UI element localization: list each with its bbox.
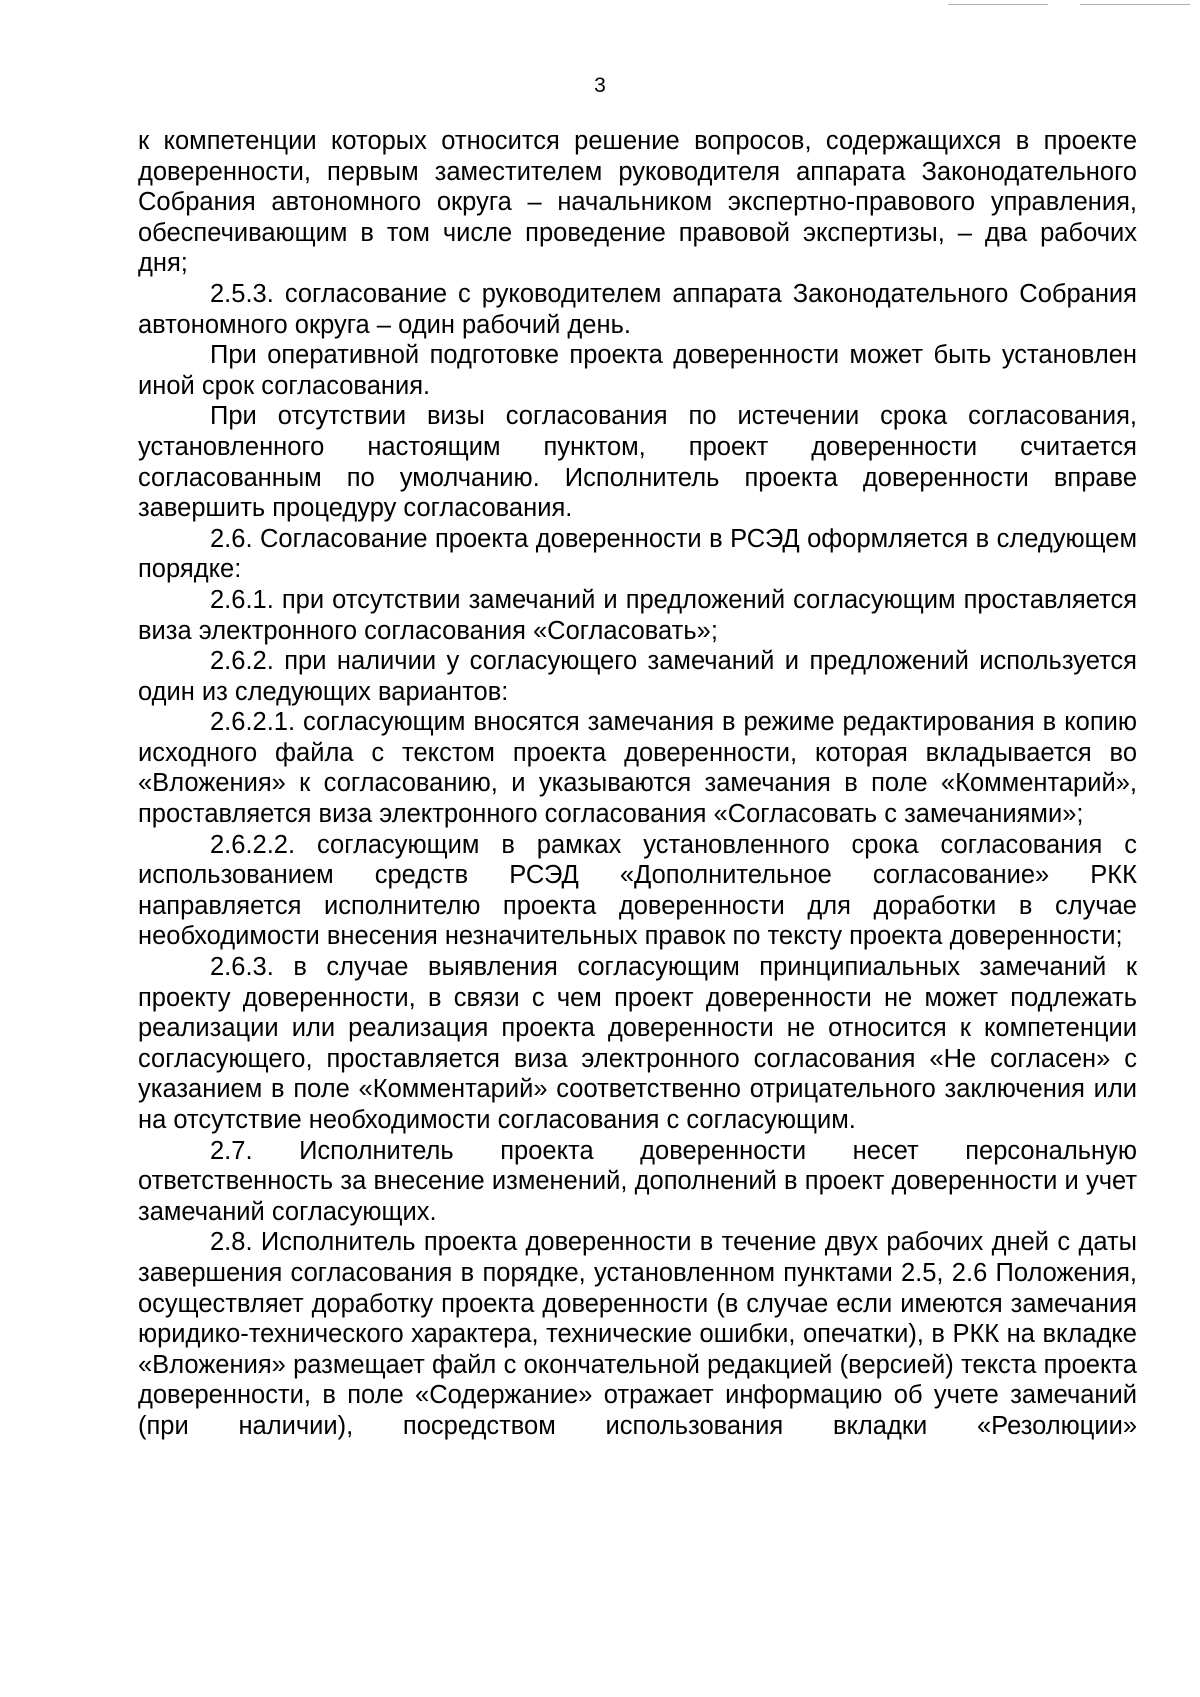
paragraph-2-7: 2.7. Исполнитель проекта доверенности несет персональную ответственность за внесение изменений, дополнений в проект доверенности и учет замечаний согласующих. [138,1136,1137,1226]
paragraph-2-6-3: 2.6.3. в случае выявления согласующим принципиальных замечаний к проекту доверенности, в связи с чем проект доверенности не может подлежать реализации или реализация проекта доверенности не относится к компетенции согласующего, проставляется виза электронного согласования «Не согласен» с указанием в поле «Комментарий» соответственно отрицательного заключения или на отсутствие необходимости согласования с согласующим. [138,953,1137,1134]
paragraph-2-6: 2.6. Согласование проекта доверенности в РСЭД оформляется в следующем порядке: [138,524,1137,584]
paragraph-2-8: 2.8. Исполнитель проекта доверенности в течение двух рабочих дней с даты завершения согласования в порядке, установленном пунктами 2.5, 2.6 Положения, осуществляет доработку проекта доверенности (в случае если имеются замечания юридико-технического характера, технические ошибки, опечатки), в РКК на вкладке «Вложения» размещает файл с окончательной редакцией (версией) текста проекта доверенности, в поле «Содержание» отражает информацию об учете замечаний (при наличии), посредством использования вкладки «Резолюции» [138,1228,1137,1440]
scan-edge-mark [948,4,1048,5]
page-number: 3 [594,74,606,97]
scan-edge-mark [1080,4,1190,5]
paragraph-2-6-2: 2.6.2. при наличии у согласующего замечаний и предложений используется один из следующих вариантов: [138,647,1137,706]
paragraph-2-5-3: 2.5.3. согласование с руководителем аппарата Законодательного Собрания автономного округа – один рабочий день. [138,279,1137,339]
paragraph-2-6-1: 2.6.1. при отсутствии замечаний и предложений согласующим проставляется виза электронного согласования «Согласовать»; [138,585,1137,645]
paragraph-2-6-2-1: 2.6.2.1. согласующим вносятся замечания в режиме редактирования в копию исходного файла с текстом проекта доверенности, которая вкладывается во «Вложения» к согласованию, и указываются замечания в поле «Комментарий», проставляется виза электронного согласования «Согласовать с замечаниями»; [138,708,1137,829]
document-body [138,126,1137,1442]
paragraph-continuation: к компетенции которых относится решение вопросов, содержащихся в проекте доверенности, первым заместителем руководителя аппарата Законодательного Собрания автономного округа – начальником экспертно-правового управления, обеспечивающим в том числе проведение правовой экспертизы, – два рабочих дня; [138,127,1137,278]
paragraph-operational-term: При оперативной подготовке проекта доверенности может быть установлен иной срок согласования. [138,341,1137,400]
paragraph-2-6-2-2: 2.6.2.2. согласующим в рамках установленного срока согласования с использованием средств РСЭД «Дополнительное согласование» РКК направляется исполнителю проекта доверенности для доработки в случае необходимости внесения незначительных правок по тексту проекта доверенности; [138,830,1137,951]
paragraph-default-approval: При отсутствии визы согласования по истечении срока согласования, установленного настоящим пунктом, проект доверенности считается согласованным по умолчанию. Исполнитель проекта доверенности вправе завершить процедуру согласования. [138,402,1137,523]
